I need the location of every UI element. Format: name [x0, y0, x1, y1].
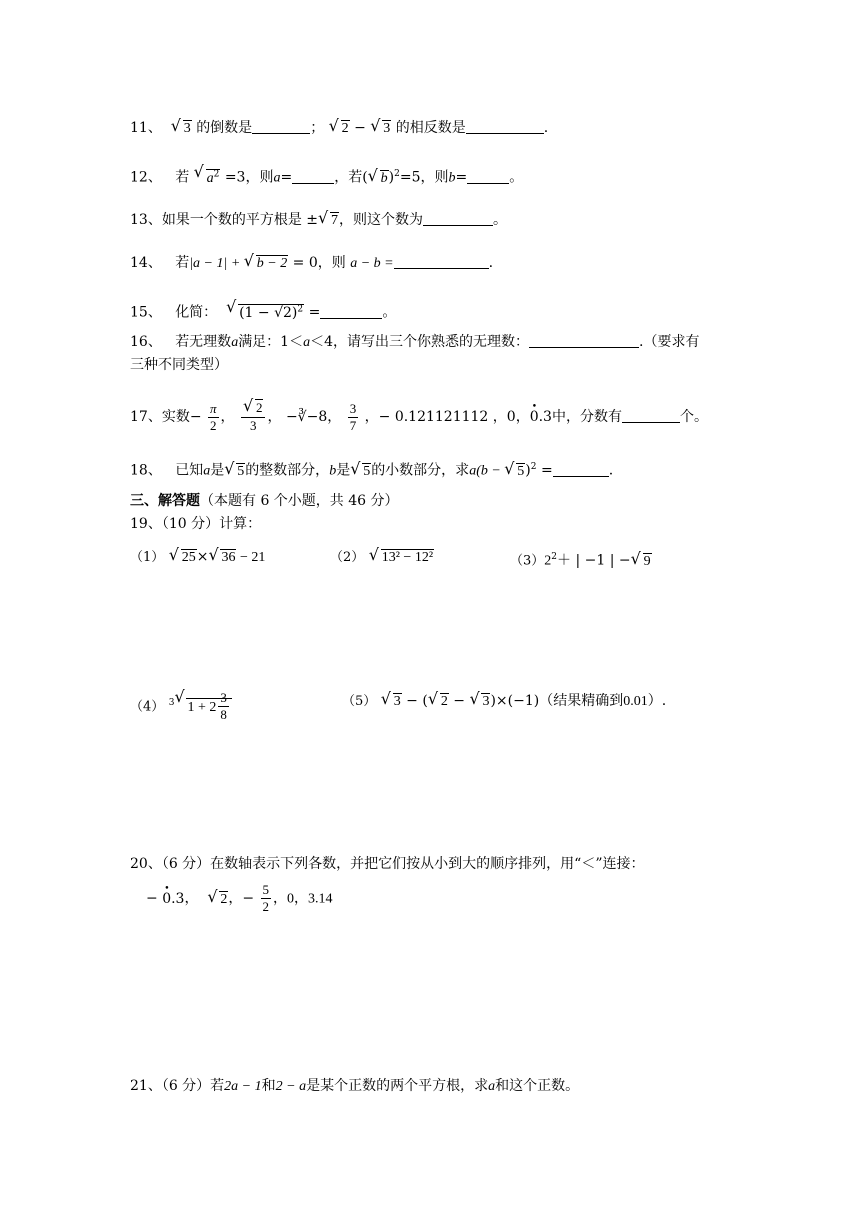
question-18: 18、 已知a是√ 5的整数部分，b是√ 5的小数部分，求a(b − √ 5)$^2$ = .: [130, 458, 613, 481]
sqrt-5: √ 5: [350, 462, 371, 481]
answer-blank[interactable]: [622, 408, 680, 423]
sqrt-3: √ 3: [370, 119, 391, 138]
sqrt-2: √ 2: [329, 119, 350, 138]
question-12: 12、 若 √ $a^2 =3$，则a= ，若(√ b)$^2$=5，则b= 。: [130, 165, 523, 188]
question-16: 16、 若无理数a满足：1＜a＜4，请写出三个你熟悉的无理数： .（要求有: [130, 334, 700, 350]
answer-blank[interactable]: [467, 169, 509, 184]
answer-blank[interactable]: [252, 119, 310, 134]
sqrt-a-squared: √ $a^2$: [194, 165, 221, 188]
question-17: 17、实数− $\frac{\pi}{2}$ ， √ $\frac{2}{3}$ ， −∛−8， $\frac{3}{7}$ ，− 0.121121112 ，0，0.3 •中，分数有 个。: [130, 400, 708, 434]
sqrt-b-minus-2: √ b − 2: [244, 254, 288, 273]
repeating-decimal: 0.3 •: [162, 891, 184, 907]
sqrt-b: √ b: [368, 169, 389, 188]
sqrt-expression: √ $(1 - √2)^2$: [226, 300, 304, 322]
answer-blank[interactable]: [529, 333, 639, 348]
answer-blank[interactable]: [553, 462, 609, 477]
fraction-sqrt2-over-3: √ $\frac{2}{3}$: [241, 400, 266, 434]
sqrt-5: √ 5: [224, 462, 245, 481]
sqrt-3: √ 3: [171, 119, 192, 138]
question-19-part-2: （2） √ 13² − 12²: [330, 548, 434, 567]
question-19-part-1: （1） √ 25×√ 36 − 21: [130, 548, 265, 567]
answer-blank[interactable]: [394, 254, 489, 269]
question-21: 21、（6 分）若2a − 1和2 − a是某个正数的两个平方根，求a和这个正数。: [130, 1078, 580, 1094]
question-19-part-3: $(3)2^2+$ | −1 | −√ 9: [510, 548, 652, 571]
question-15: 15、 化简： √ $(1 - √2)^2$ = 。: [130, 300, 396, 322]
fraction-pi-over-2: $\frac{\pi}{2}$: [210, 400, 217, 433]
answer-blank[interactable]: [320, 304, 382, 319]
answer-blank[interactable]: [423, 211, 493, 226]
answer-blank[interactable]: [292, 169, 334, 184]
question-20: 20、（6 分）在数轴表示下列各数，并把它们按从小到大的顺序排列，用“＜”连接：: [130, 856, 645, 872]
fraction-3-over-7: $\frac{3}{7}$: [349, 400, 357, 433]
question-14: 14、 若|a − 1| + √ b − 2 = 0，则 a − b = .: [130, 254, 493, 273]
question-19-part-5: （5） √ 3 − (√ 2 − √ 3)×(−1)（结果精确到0.01）.: [342, 692, 666, 711]
question-20-numbers: − 0.3 •， √ 2，− $\frac{5}{2}$ ，0，3.14: [146, 882, 333, 915]
question-13: 13、如果一个数的平方根是 ±√ 7，则这个数为 。: [130, 211, 507, 230]
sqrt-5: √ 5: [504, 462, 525, 481]
question-19-part-4: （4） $^3$√ 1 + 2 $\frac{3}{8}$: [130, 690, 232, 723]
answer-blank[interactable]: [466, 119, 544, 134]
sqrt-7: √ 7: [318, 211, 339, 230]
question-19: 19、（10 分）计算：: [130, 516, 262, 532]
question-11: 11、 √ 3 的倒数是 ； √ 2 − √ 3 的相反数是 .: [130, 119, 548, 138]
repeating-decimal: 0.3 •: [530, 409, 552, 425]
section-heading: 三、解答题（本题有 6 个小题，共 46 分）: [130, 493, 399, 509]
question-16-continued: 三种不同类型）: [130, 357, 228, 373]
